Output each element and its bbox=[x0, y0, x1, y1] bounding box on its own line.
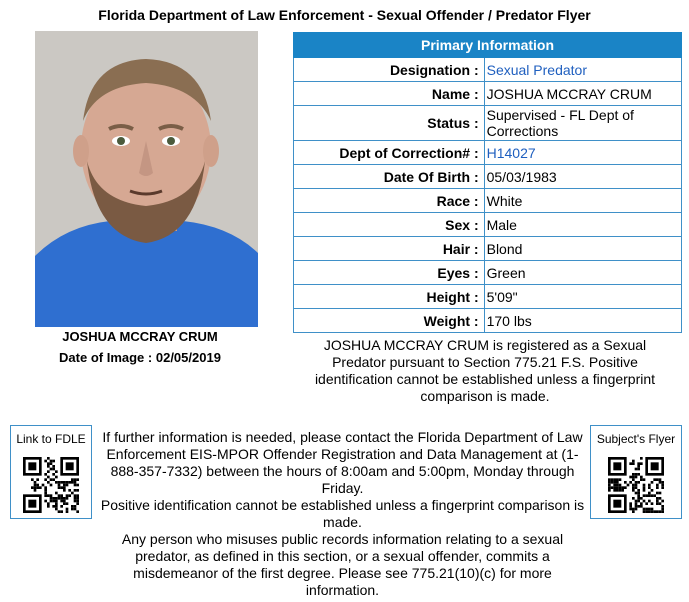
weight-value: 170 lbs bbox=[484, 309, 681, 333]
info-row-status bbox=[294, 106, 682, 141]
info-row-race bbox=[294, 189, 682, 213]
dob-label: Date Of Birth : bbox=[294, 165, 485, 189]
info-row-name bbox=[294, 82, 682, 106]
image-date-value: 02/05/2019 bbox=[155, 350, 221, 365]
height-label: Height : bbox=[294, 285, 485, 309]
fdle-qr-box[interactable] bbox=[10, 425, 92, 519]
weight-label: Weight : bbox=[294, 309, 485, 333]
hair-value: Blond bbox=[484, 237, 681, 261]
registration-notice: JOSHUA MCCRAY CRUM is registered as a Sexual Predator pursuant to Section 775.21 F.S. Positive identification cannot be established unless a fingerprint comparison is made. bbox=[314, 337, 656, 404]
dept-correction-label: Dept of Correction# : bbox=[294, 141, 485, 165]
designation-value-link[interactable]: Sexual Predator bbox=[484, 58, 681, 82]
hair-label: Hair : bbox=[294, 237, 485, 261]
dob-value: 05/03/1983 bbox=[484, 165, 681, 189]
race-label: Race : bbox=[294, 189, 485, 213]
sex-value: Male bbox=[484, 213, 681, 237]
info-row-dob bbox=[294, 165, 682, 189]
info-row-dept-correction bbox=[294, 141, 682, 165]
misuse-warning-paragraph: Any person who misuses public records information relating to a sexual predator, as defined in this section, or a sexual offender, commits a misdemeanor of the first degree. Please see 775.21(10)(c) for more information. bbox=[121, 531, 564, 598]
qr-code-icon[interactable] bbox=[608, 457, 664, 513]
info-row-height bbox=[294, 285, 682, 309]
subject-flyer-qr-box[interactable] bbox=[590, 425, 682, 519]
height-value: 5'09" bbox=[484, 285, 681, 309]
page-title: Florida Department of Law Enforcement - Sexual Offender / Predator Flyer bbox=[98, 7, 591, 23]
image-date-label: Date of Image : bbox=[59, 350, 153, 365]
subject-flyer-qr-label: Subject's Flyer bbox=[596, 432, 676, 446]
name-label: Name : bbox=[294, 82, 485, 106]
eyes-value: Green bbox=[484, 261, 681, 285]
contact-information bbox=[100, 429, 585, 599]
fdle-qr-label: Link to FDLE bbox=[16, 432, 86, 446]
primary-information-header: Primary Information bbox=[294, 33, 682, 58]
qr-code-icon[interactable] bbox=[23, 457, 79, 513]
info-row-hair bbox=[294, 237, 682, 261]
race-value: White bbox=[484, 189, 681, 213]
status-value: Supervised - FL Dept of Corrections bbox=[484, 106, 681, 141]
primary-information-table bbox=[293, 32, 682, 333]
eyes-label: Eyes : bbox=[294, 261, 485, 285]
dept-correction-value-link[interactable]: H14027 bbox=[484, 141, 681, 165]
designation-label: Designation : bbox=[294, 58, 485, 82]
photo-caption-name: JOSHUA MCCRAY CRUM bbox=[62, 329, 218, 344]
status-label: Status : bbox=[294, 106, 485, 141]
sex-label: Sex : bbox=[294, 213, 485, 237]
fingerprint-paragraph: Positive identification cannot be established unless a fingerprint comparison is made. bbox=[100, 497, 585, 530]
info-row-eyes bbox=[294, 261, 682, 285]
image-date bbox=[0, 350, 280, 365]
info-row-designation bbox=[294, 58, 682, 82]
info-row-weight bbox=[294, 309, 682, 333]
contact-paragraph: If further information is needed, please contact the Florida Department of Law Enforcement EIS-MPOR Offender Registration and Data Management at (1-888-357-7332) between the hours of 8:00am and 5:00pm, Monday through Friday. bbox=[102, 429, 583, 496]
info-row-sex bbox=[294, 213, 682, 237]
name-value: JOSHUA MCCRAY CRUM bbox=[484, 82, 681, 106]
offender-photo bbox=[35, 31, 258, 327]
